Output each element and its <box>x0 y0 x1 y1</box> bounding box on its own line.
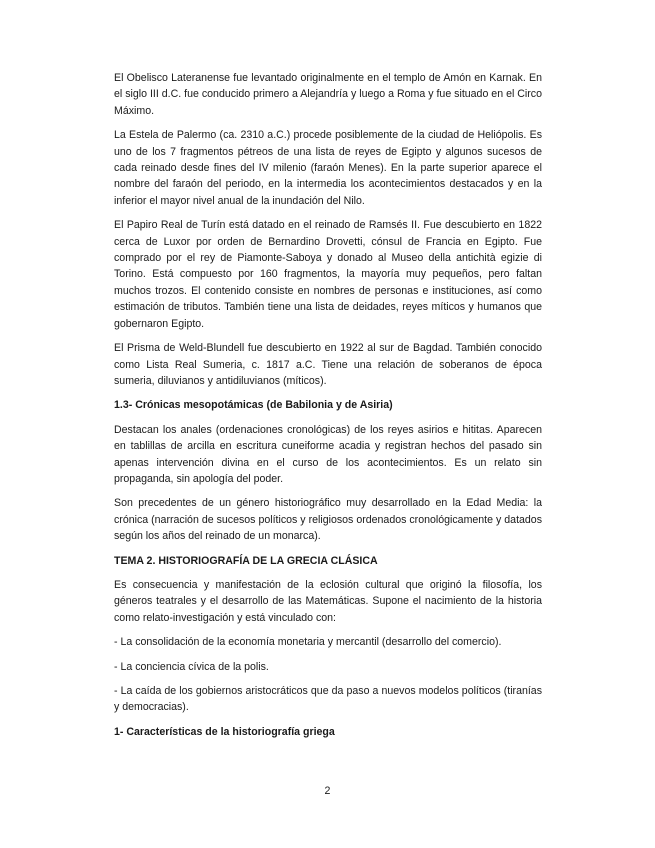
paragraph-papiro-turin: El Papiro Real de Turín está datado en el reinado de Ramsés II. Fue descubierto en 1822 cerca de Luxor por orden de Bernardino Drovetti, cónsul de Francia en Egipto. Fue comprado por el rey de Piamonte-Saboya y donado al Museo della antichità egizie di Torino. Está compuesto por 160 fragmentos, la mayoría muy pequeños, pero faltan muchos trozos. El contenido consiste en nombres de personas e instituciones, así como estimación de tributos. También tiene una lista de deidades, reyes míticos y humanos que gobernaron Egipto. <box>114 219 542 330</box>
document-page <box>114 70 542 748</box>
heading-tema-2: TEMA 2. HISTORIOGRAFÍA DE LA GRECIA CLÁSICA <box>114 554 378 567</box>
paragraph-consecuencia: Es consecuencia y manifestación de la eclosión cultural que originó la filosofía, los géneros teatrales y el desarrollo de las Matemáticas. Supone el nacimiento de la historia como relato-investigación y está vinculado con: <box>114 578 542 624</box>
list-item-gobiernos: - La caída de los gobiernos aristocráticos que da paso a nuevos modelos políticos (tiranías y democracias). <box>114 685 542 714</box>
list-item-polis: - La conciencia cívica de la polis. <box>114 660 269 673</box>
paragraph-prisma-weld-blundell: El Prisma de Weld-Blundell fue descubierto en 1922 al sur de Bagdad. También conocido como Lista Real Sumeria, c. 1817 a.C. Tiene una relación de soberanos de época sumeria, diluvianos y antidiluvianos (míticos). <box>114 342 542 387</box>
paragraph-anales: Destacan los anales (ordenaciones cronológicas) de los reyes asirios e hititas. Aparecen en tablillas de arcilla en escritura cuneiforme acadia y registran hechos del pasado sin apenas intervención divina en el curso de los acontecimientos. Es un relato sin propaganda, sin apología del poder. <box>114 423 542 485</box>
paragraph-obelisco: El Obelisco Lateranense fue levantado originalmente en el templo de Amón en Karnak. En el siglo III d.C. fue conducido primero a Alejandría y luego a Roma y fue situado en el Circo Máximo. <box>114 72 542 117</box>
paragraph-cronica: Son precedentes de un género historiográfico muy desarrollado en la Edad Media: la crónica (narración de sucesos políticos y religiosos ordenados cronológicamente y datados según los años del reinado de un monarca). <box>114 497 542 543</box>
page-number: 2 <box>324 785 331 797</box>
paragraph-estela-palermo: La Estela de Palermo (ca. 2310 a.C.) procede posiblemente de la ciudad de Heliópolis. Es uno de los 7 fragmentos pétreos de una lista de reyes de Egipto y algunos sucesos de cada reinado desde fines del IV milenio (faraón Menes). En la parte superior aparece el nombre del faraón del periodo, en la intermedia los acontecimientos destacados y en la inferior el mayor nivel anual de la inundación del Nilo. <box>114 129 542 207</box>
list-item-economia: - La consolidación de la economía monetaria y mercantil (desarrollo del comercio). <box>114 636 502 649</box>
heading-cronicas-mesopotamicas: 1.3- Crónicas mesopotámicas (de Babilonia y de Asiria) <box>114 399 393 412</box>
heading-caracteristicas: 1- Características de la historiografía griega <box>114 725 335 738</box>
